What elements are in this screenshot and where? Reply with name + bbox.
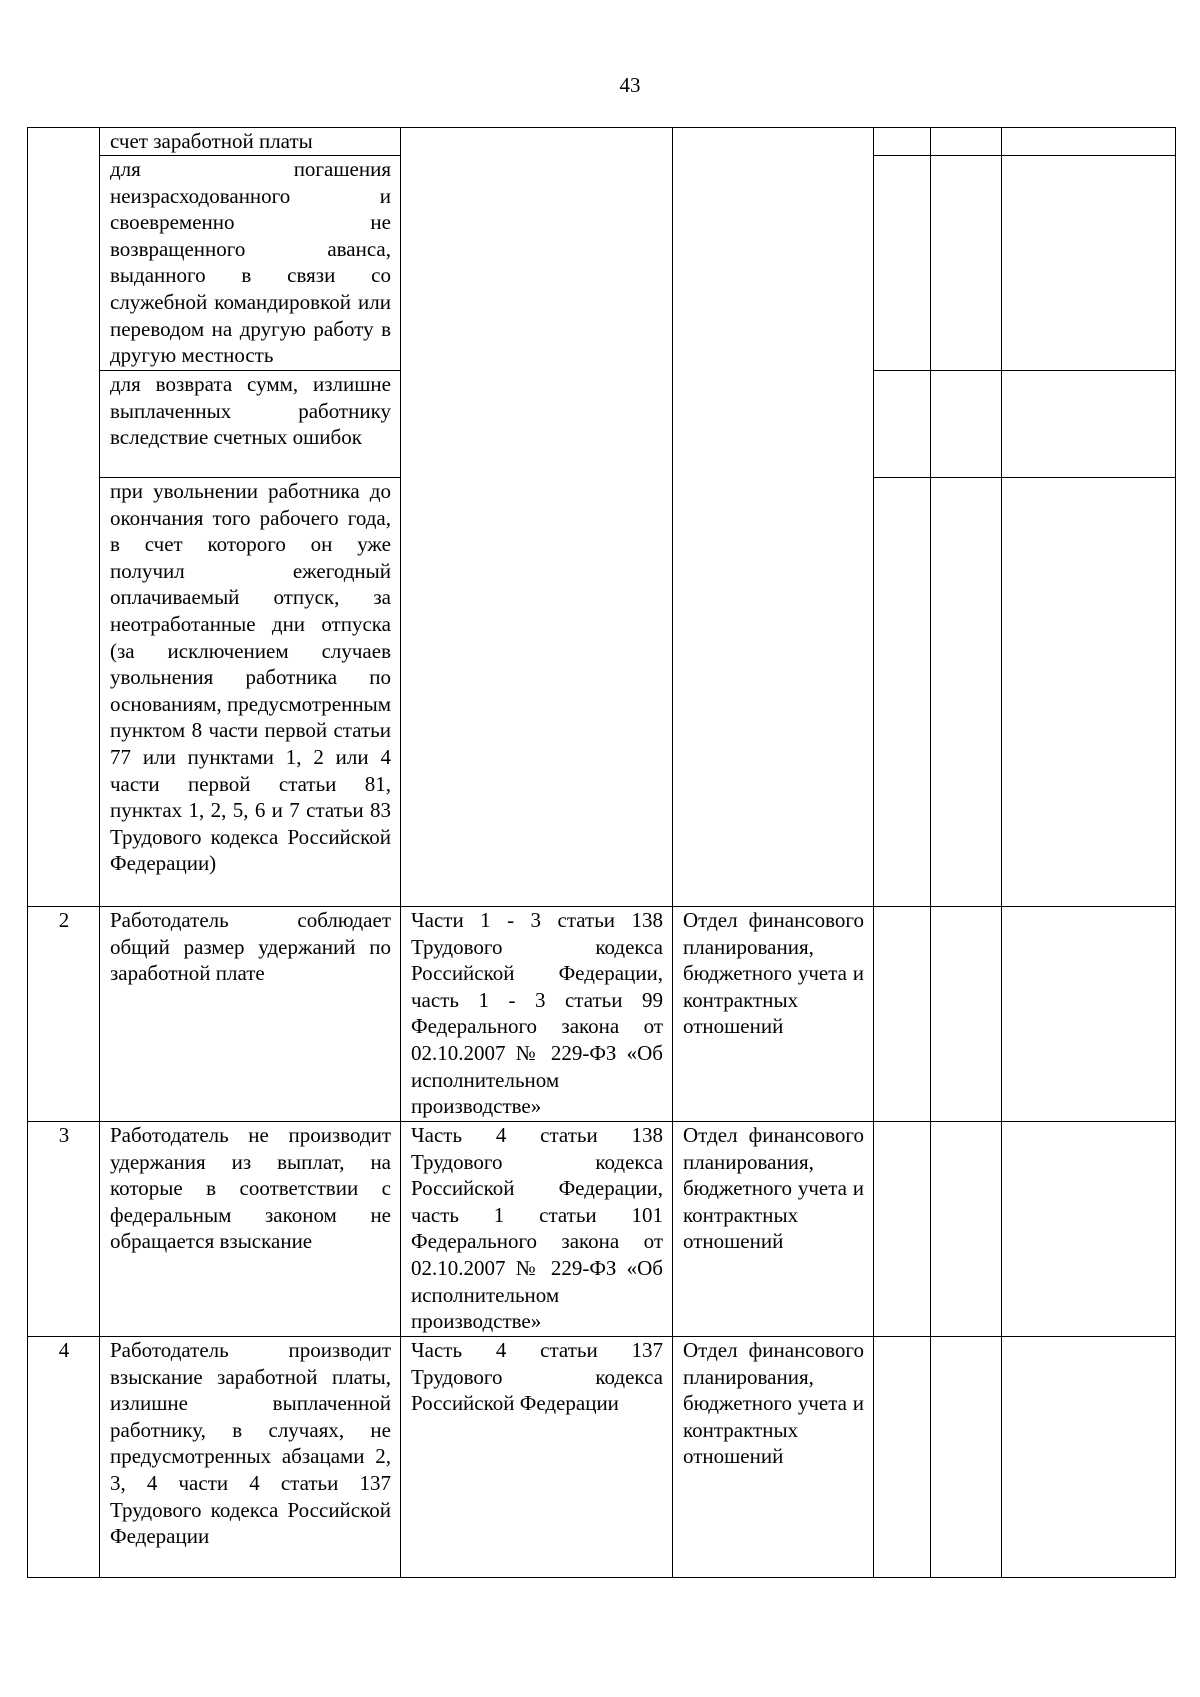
table-row xyxy=(28,1122,1176,1337)
note-cell xyxy=(1002,128,1176,156)
note-cell xyxy=(1002,1122,1176,1337)
department-cell xyxy=(673,128,874,907)
requirement-cell xyxy=(100,371,401,478)
legal-basis-cell xyxy=(401,128,673,907)
requirement-cell xyxy=(100,907,401,1122)
table-row xyxy=(28,1337,1176,1578)
requirement-cell xyxy=(100,128,401,156)
answer-yes-cell xyxy=(874,128,931,156)
row-number-cell: 2 xyxy=(28,907,100,1122)
answer-no-cell xyxy=(931,1122,1002,1337)
answer-yes-cell xyxy=(874,1337,931,1578)
answer-no-cell xyxy=(931,907,1002,1122)
answer-no-cell xyxy=(931,371,1002,478)
answer-yes-cell xyxy=(874,1122,931,1337)
legal-basis-cell xyxy=(401,1122,673,1337)
requirement-cell xyxy=(100,478,401,907)
requirement-cell xyxy=(100,1337,401,1578)
table-row xyxy=(28,128,1176,156)
answer-no-cell xyxy=(931,478,1002,907)
department-cell xyxy=(673,1122,874,1337)
answer-no-cell xyxy=(931,156,1002,371)
requirement-text: счет заработной платы xyxy=(110,129,313,153)
department-cell xyxy=(673,1337,874,1578)
answer-no-cell xyxy=(931,128,1002,156)
department-text: Отдел финансового планирования, бюджетного учета и контрактных отношений xyxy=(683,1338,864,1469)
note-cell xyxy=(1002,156,1176,371)
row-number-cell: 3 xyxy=(28,1122,100,1337)
row-number-cell xyxy=(28,128,100,907)
requirement-cell xyxy=(100,156,401,371)
department-text: Отдел финансового планирования, бюджетного учета и контрактных отношений xyxy=(683,1123,864,1254)
requirement-cell xyxy=(100,1122,401,1337)
department-cell xyxy=(673,907,874,1122)
department-text: Отдел финансового планирования, бюджетного учета и контрактных отношений xyxy=(683,908,864,1039)
legal-basis-cell xyxy=(401,1337,673,1578)
requirement-text: Работодатель не производит удержания из выплат, на которые в соответствии с федеральным законом не обращается взыскание xyxy=(110,1123,391,1254)
legal-basis-cell xyxy=(401,907,673,1122)
note-cell xyxy=(1002,907,1176,1122)
page-number: 43 xyxy=(619,73,641,97)
legal-basis-text: Часть 4 статьи 137 Трудового кодекса Российской Федерации xyxy=(411,1338,663,1416)
note-cell xyxy=(1002,371,1176,478)
note-cell xyxy=(1002,478,1176,907)
answer-yes-cell xyxy=(874,156,931,371)
requirement-text: при увольнении работника до окончания того рабочего года, в счет которого он уже получил ежегодный оплачиваемый отпуск, за неотработанные дни отпуска (за исключением случаев увольнения работника по основаниям, предусмотренным пунктом 8 части первой статьи 77 или пунктами 1, 2 или 4 части первой статьи 81, пунктах 1, 2, 5, 6 и 7 статьи 83 Трудового кодекса Российской Федерации) xyxy=(110,479,391,876)
table-row xyxy=(28,907,1176,1122)
requirement-text: для погашения неизрасходованного и своевременно не возвращенного аванса, выданного в связи со служебной командировкой или переводом на другую работу в другую местность xyxy=(110,157,391,368)
legal-basis-text: Часть 4 статьи 138 Трудового кодекса Российской Федерации, часть 1 статьи 101 Федерального закона от 02.10.2007 № 229-ФЗ «Об исполнительном производстве» xyxy=(411,1123,663,1334)
answer-yes-cell xyxy=(874,478,931,907)
requirement-text: Работодатель производит взыскание заработной платы, излишне выплаченной работнику, в случаях, не предусмотренных абзацами 2, 3, 4 части 4 статьи 137 Трудового кодекса Российской Федерации xyxy=(110,1338,391,1549)
answer-yes-cell xyxy=(874,907,931,1122)
answer-yes-cell xyxy=(874,371,931,478)
legal-basis-text: Части 1 - 3 статьи 138 Трудового кодекса Российской Федерации, часть 1 - 3 статьи 99 Федерального закона от 02.10.2007 № 229-ФЗ «Об исполнительном производстве» xyxy=(411,908,663,1119)
inspection-table xyxy=(27,127,1176,1578)
answer-no-cell xyxy=(931,1337,1002,1578)
note-cell xyxy=(1002,1337,1176,1578)
requirement-text: для возврата сумм, излишне выплаченных работнику вследствие счетных ошибок xyxy=(110,372,391,450)
requirement-text: Работодатель соблюдает общий размер удержаний по заработной плате xyxy=(110,908,391,986)
row-number-cell: 4 xyxy=(28,1337,100,1578)
